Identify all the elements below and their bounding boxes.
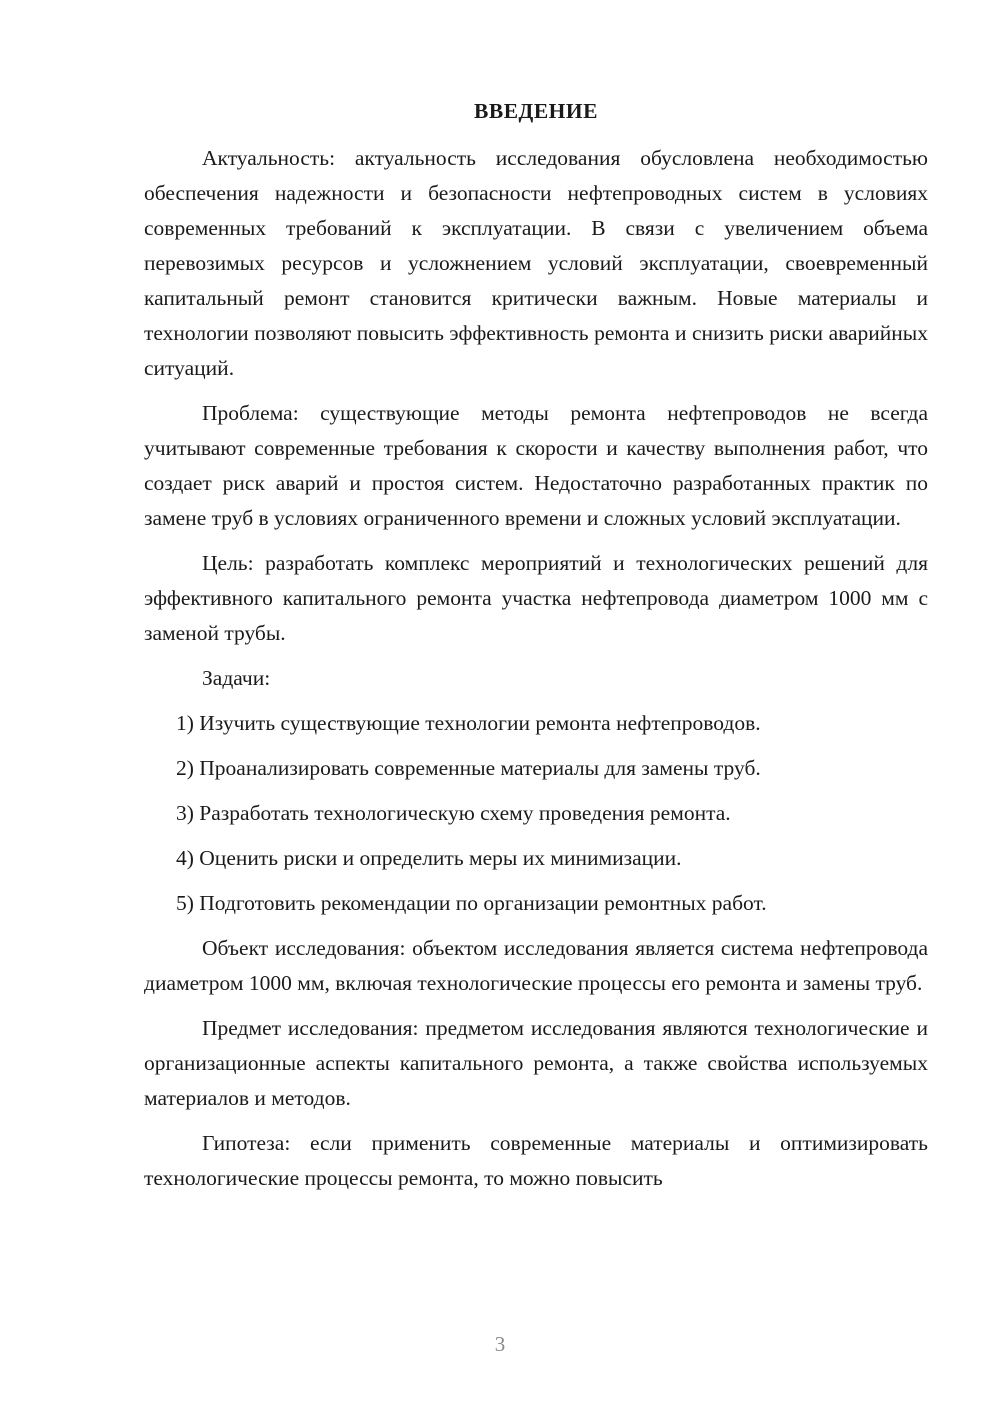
paragraph-hypothesis: Гипотеза: если применить современные материалы и оптимизировать технологические процессы ремонта, то можно повысить [144,1131,928,1190]
paragraph-goal: Цель: разработать комплекс мероприятий и технологических решений для эффективного капитального ремонта участка нефтепровода диаметром 1000 мм с заменой трубы. [144,551,928,645]
body-text [144,141,928,1196]
tasks-heading: Задачи: [202,666,271,690]
task-item-4: 4) Оценить риски и определить меры их минимизации. [176,846,682,870]
page-title: ВВЕДЕНИЕ [474,99,598,123]
task-item-5: 5) Подготовить рекомендации по организации ремонтных работ. [176,891,767,915]
task-item-2: 2) Проанализировать современные материалы для замены труб. [176,756,761,780]
paragraph-subject: Предмет исследования: предметом исследования являются технологические и организационные аспекты капитального ремонта, а также свойства используемых материалов и методов. [144,1016,928,1110]
paragraph-problem: Проблема: существующие методы ремонта нефтепроводов не всегда учитывают современные требования к скорости и качеству выполнения работ, что создает риск аварий и простоя систем. Недостаточно разработанных практик по замене труб в условиях ограниченного времени и сложных условий эксплуатации. [144,401,928,530]
task-item-1: 1) Изучить существующие технологии ремонта нефтепроводов. [176,711,761,735]
paragraph-object: Объект исследования: объектом исследования является система нефтепровода диаметром 1000 мм, включая технологические процессы его ремонта и замены труб. [144,936,928,995]
task-item-3: 3) Разработать технологическую схему проведения ремонта. [176,801,731,825]
paragraph-relevance: Актуальность: актуальность исследования обусловлена необходимостью обеспечения надежности и безопасности нефтепроводных систем в условиях современных требований к эксплуатации. В связи с увеличением объема перевозимых ресурсов и усложнением условий эксплуатации, своевременный капитальный ремонт становится критически важным. Новые материалы и технологии позволяют повысить эффективность ремонта и снизить риски аварийных ситуаций. [144,146,928,380]
page-number: 3 [494,1332,506,1356]
